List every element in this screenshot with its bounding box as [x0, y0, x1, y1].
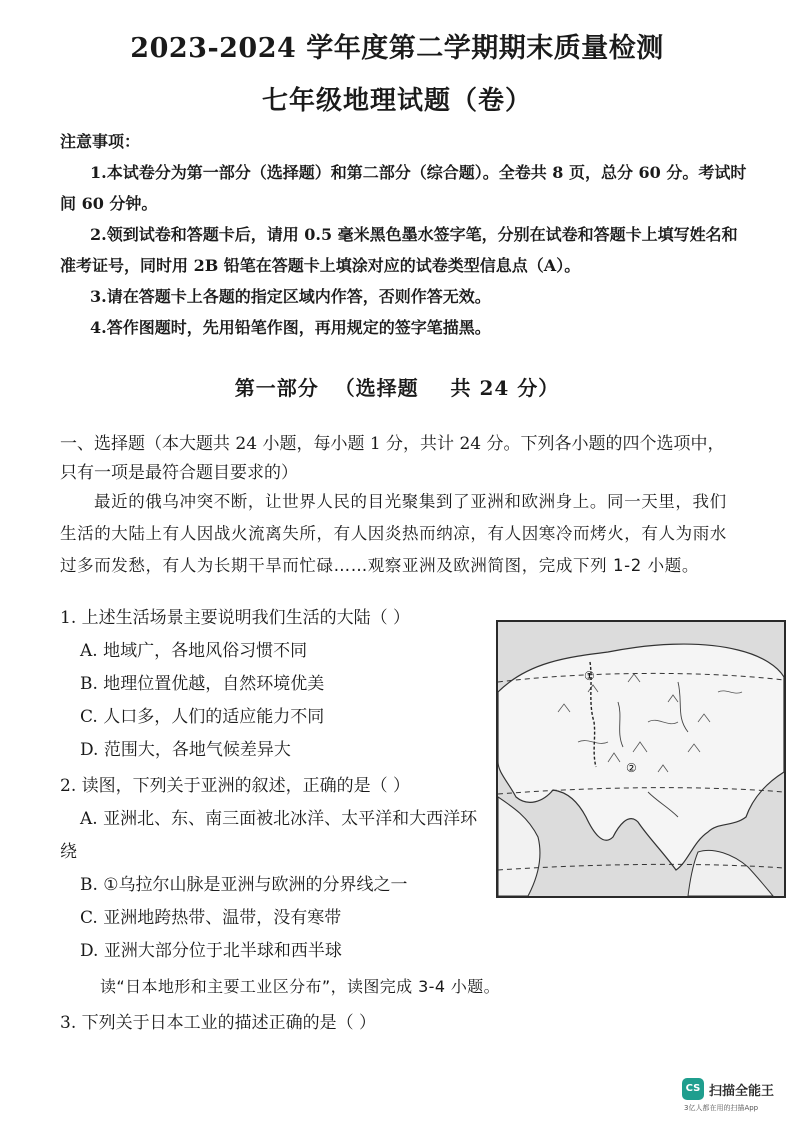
reading-instruction: 读“日本地形和主要工业区分布”，读图完成 3-4 小题。 [100, 977, 501, 996]
question-1 [60, 602, 490, 767]
option-c: C. 亚洲地跨热带、温带，没有寒带 [80, 908, 342, 928]
map-illustration [498, 622, 784, 896]
instructions [60, 126, 750, 343]
scanner-tagline: 3亿人都在用的扫描App [684, 1104, 759, 1112]
option-a: A. 亚洲北、东、南三面被北冰洋、太平洋和大西洋环绕 [60, 809, 478, 862]
question-stem: 3. 下列关于日本工业的描述正确的是（ ） [60, 1013, 377, 1033]
section-title: 第一部分 （选择题 共 24 分） [234, 376, 560, 400]
question-stem: 1. 上述生活场景主要说明我们生活的大陆（ ） [60, 608, 411, 628]
scanner-watermark [682, 1078, 792, 1118]
exam-subtitle: 七年级地理试题（卷） [261, 86, 532, 116]
question-2 [60, 770, 484, 968]
exam-title: 2023-2024 学年度第二学期期末质量检测 [130, 33, 664, 64]
instructions-heading: 注意事项： [60, 132, 141, 151]
marker-2: ② [626, 761, 637, 775]
asia-europe-map [496, 620, 786, 898]
instruction-item: 1.本试卷分为第一部分（选择题）和第二部分（综合题）。全卷共 8 页，总分 60 分。考试时间 60 分钟。 [60, 163, 747, 213]
instruction-item: 3.请在答题卡上各题的指定区域内作答，否则作答无效。 [90, 287, 491, 306]
reading-passage: 最近的俄乌冲突不断，让世界人民的目光聚集到了亚洲和欧洲身上。同一天里，我们生活的大陆上有人因战火流离失所，有人因炎热而纳凉，有人因寒冷而烤火，有人为雨水过多而发愁，有人为长期干旱而忙碌……观察亚洲及欧洲简图，完成下列 1-2 小题。 [60, 492, 727, 575]
option-b: B. 地理位置优越，自然环境优美 [80, 674, 325, 694]
option-d: D. 亚洲大部分位于北半球和西半球 [80, 941, 342, 961]
marker-1: ① [584, 669, 595, 683]
scanner-app-name: 扫描全能王 [709, 1084, 775, 1099]
question-section-intro: 一、选择题（本大题共 24 小题，每小题 1 分，共计 24 分。下列各小题的四个选项中，只有一项是最符合题目要求的） [60, 434, 725, 483]
option-d: D. 范围大，各地气候差异大 [80, 740, 291, 760]
question-3 [60, 1008, 660, 1038]
option-a: A. 地域广，各地风俗习惯不同 [80, 641, 308, 661]
option-b: B. ①乌拉尔山脉是亚洲与欧洲的分界线之一 [80, 875, 408, 895]
question-stem: 2. 读图，下列关于亚洲的叙述，正确的是（ ） [60, 776, 411, 796]
scanner-logo-icon: CS [682, 1078, 704, 1100]
instruction-item: 2.领到试卷和答题卡后，请用 0.5 毫米黑色墨水签字笔，分别在试卷和答题卡上填写姓名和准考证号，同时用 2B 铅笔在答题卡上填涂对应的试卷类型信息点（A）。 [60, 225, 738, 275]
instruction-item: 4.答作图题时，先用铅笔作图，再用规定的签字笔描黑。 [90, 318, 491, 337]
option-c: C. 人口多，人们的适应能力不同 [80, 707, 325, 727]
